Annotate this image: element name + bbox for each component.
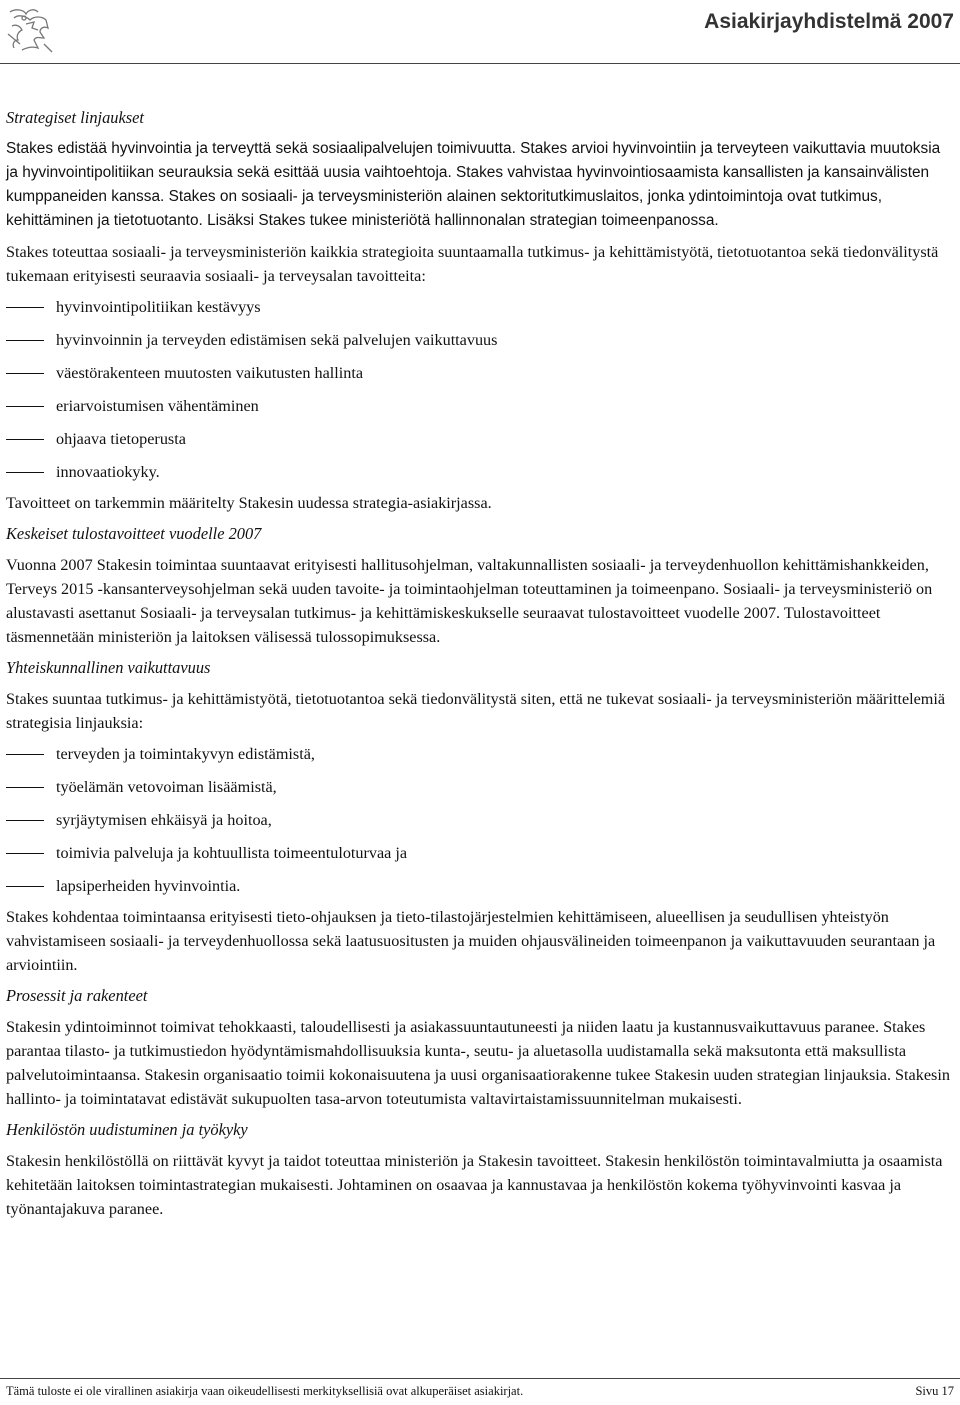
footer-divider — [0, 1378, 960, 1379]
paragraph: Stakesin henkilöstöllä on riittävät kyvyt ja taidot toteuttaa ministeriön ja Stakesin tavoitteet. Stakesin henkilöstön toimintavalmiutta ja osaamista kehitetään laitoksen toimintastrategian mukaisesti. Johtaminen on osaavaa ja kannustavaa ja henkilöstön kokema työhyvinvointi kasvaa ja työnantajakuva paranee. — [6, 1152, 943, 1218]
list-item: terveyden ja toimintakyvyn edistämistä, — [6, 742, 956, 766]
dash-bullet-icon — [6, 373, 44, 374]
page-content — [6, 72, 956, 1228]
header-divider — [0, 63, 960, 64]
paragraph: Stakes suuntaa tutkimus- ja kehittämistyötä, tietotuotantoa sekä tiedonvälitystä siten, että ne tukevat sosiaali- ja terveysministeriön määrittelemiä strategisia linjauksia: — [6, 690, 946, 732]
document-title: Asiakirjayhdistelmä 2007 — [704, 10, 954, 33]
list-item: työelämän vetovoiman lisäämistä, — [6, 775, 956, 799]
dash-bullet-icon — [6, 340, 44, 341]
list-item: väestörakenteen muutosten vaikutusten hallinta — [6, 361, 956, 385]
section-heading: Yhteiskunnallinen vaikuttavuus — [6, 658, 211, 677]
paragraph: Stakes kohdentaa toimintaansa erityisesti tieto-ohjauksen ja tieto-tilastojärjestelmien kehittämiseen, alueellisen ja seudullisen yhteistyön vahvistamiseen sosiaali- ja terveydenhuollossa sekä laatusuositusten ja muiden ohjausvälineiden toimeenpanon ja vaikuttavuuden seurantaan ja arviointiin. — [6, 908, 936, 974]
page-header — [0, 0, 960, 62]
list-item: hyvinvointipolitiikan kestävyys — [6, 295, 956, 319]
paragraph: Vuonna 2007 Stakesin toimintaa suuntaavat erityisesti hallitusohjelman, valtakunnallisten sosiaali- ja terveydenhuollon kehittämishankkeiden, Terveys 2015 -kansanterveysohjelman sekä uuden tavoite- ja toimintaohjelman toteuttaminen ja toimeenpano. Sosiaali- ja terveysministeriö on alustavasti asettanut Sosiaali- ja terveysalan tutkimus- ja kehittämiskeskukselle seuraavat tulostavoitteet vuodelle 2007. Tulostavoitteet täsmennetään ministeriön ja laitoksen välisessä tulossopimuksessa. — [6, 556, 933, 646]
section-heading: Prosessit ja rakenteet — [6, 986, 148, 1005]
page-footer — [6, 1384, 954, 1399]
page-number: Sivu 17 — [915, 1384, 954, 1398]
paragraph: Stakesin ydintoiminnot toimivat tehokkaasti, taloudellisesti ja asiakassuuntautuneesti ja niiden laatu ja kustannusvaikuttavuus paranee. Stakes parantaa tilasto- ja tutkimustiedon hyödyntämismahdollisuuksia kunta-, seutu- ja aluetasolla uudistamalla sekä maksutonta että maksullista palvelutoimintaansa. Stakesin organisaatio toimii kokonaisuutena ja uusi organisaatiorakenne tukee Stakesin uuden strategian linjauksia. Stakesin hallinto- ja toimintatavat edistävät sukupuolten tasa-arvon toteutumista valtavirtaistamissuunnitelman mukaisesti. — [6, 1018, 950, 1108]
dash-bullet-icon — [6, 472, 44, 473]
finnish-lion-coat-of-arms-icon — [4, 4, 56, 56]
dash-list — [6, 295, 956, 484]
dash-bullet-icon — [6, 853, 44, 854]
list-item: toimivia palveluja ja kohtuullista toimeentuloturvaa ja — [6, 841, 956, 865]
list-item: syrjäytymisen ehkäisyä ja hoitoa, — [6, 808, 956, 832]
dash-bullet-icon — [6, 886, 44, 887]
section-heading: Henkilöstön uudistuminen ja työkyky — [6, 1120, 248, 1139]
dash-bullet-icon — [6, 820, 44, 821]
list-item: lapsiperheiden hyvinvointia. — [6, 874, 956, 898]
dash-bullet-icon — [6, 406, 44, 407]
dash-bullet-icon — [6, 439, 44, 440]
section-heading: Keskeiset tulostavoitteet vuodelle 2007 — [6, 524, 262, 543]
paragraph: Stakes toteuttaa sosiaali- ja terveysministeriön kaikkia strategioita suuntaamalla tutkimus- ja kehittämistyötä, tietotuotantoa sekä tiedonvälitystä tukemaan erityisesti seuraavia sosiaali- ja terveysalan tavoitteita: — [6, 243, 939, 285]
list-item: eriarvoistumisen vähentäminen — [6, 394, 956, 418]
dash-list — [6, 742, 956, 898]
section-heading: Strategiset linjaukset — [6, 108, 144, 127]
list-item: ohjaava tietoperusta — [6, 427, 956, 451]
dash-bullet-icon — [6, 307, 44, 308]
list-item: innovaatiokyky. — [6, 460, 956, 484]
paragraph: Tavoitteet on tarkemmin määritelty Stakesin uudessa strategia-asiakirjassa. — [6, 494, 492, 512]
dash-bullet-icon — [6, 787, 44, 788]
footer-disclaimer: Tämä tuloste ei ole virallinen asiakirja vaan oikeudellisesti merkityksellisiä ovat alkuperäiset asiakirjat. — [6, 1384, 524, 1398]
dash-bullet-icon — [6, 754, 44, 755]
list-item: hyvinvoinnin ja terveyden edistämisen sekä palvelujen vaikuttavuus — [6, 328, 956, 352]
paragraph: Stakes edistää hyvinvointia ja terveyttä sekä sosiaalipalvelujen toimivuutta. Stakes arvioi hyvinvointiin ja terveyteen vaikuttavia muutoksia ja hyvinvointipolitiikan seurauksia sekä esittää uusia vaihtoehtoja. Stakes vahvistaa hyvinvointiosaamista kansallisten ja kansainvälisten kumppaneiden kanssa. Stakes on sosiaali- ja terveysministeriön alainen sektoritutkimuslaitos, jonka ydintoimintoja ovat tutkimus, kehittäminen ja tietotuotanto. Lisäksi Stakes tukee ministeriötä hallinnonalan strategian toimeenpanossa. — [6, 140, 941, 229]
